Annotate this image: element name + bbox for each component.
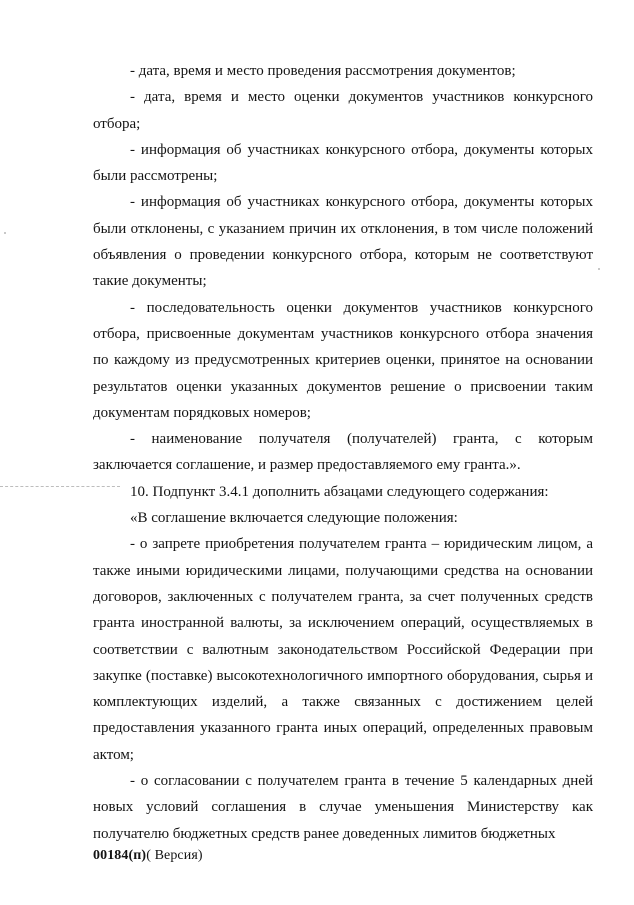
paragraph-grant-recipient: - наименование получателя (получателей) гранта, с которым заключается соглашение, и размер предоставляемого ему гранта.». (93, 431, 593, 474)
footer-document-code: 00184(п) (93, 848, 147, 863)
paragraph-reviewed-participants: - информация об участниках конкурсного отбора, документы которых были рассмотрены; (93, 141, 593, 185)
paragraph-currency-prohibition: - о запрете приобретения получателем гранта – юридическим лицом, а также иными юридическими лицами, получающими средства на основании договоров, заключенных с получателем гранта, за счет полученных средств гранта иностранной валюты, за исключением операций, осуществляемых в соответствии с валютным законодательством Российской Федерации при закупке (поставке) высокотехнологичного импортного оборудования, сырья и комплектующих изделий, а также связанных с достижением целей предоставления указанного гранта иных операций, определенных правовым актом; (93, 536, 593, 763)
paragraph-subclause-amendment: 10. Подпункт 3.4.1 дополнить абзацами следующего содержания: (130, 483, 549, 500)
paragraph-rejected-participants: - информация об участниках конкурсного отбора, документы которых были отклонены, с указанием причин их отклонения, в том числе положений объявления о проведении конкурсного отбора, которым не соответствуют такие документы; (93, 194, 593, 290)
paragraph-evaluation-sequence: - последовательность оценки документов участников конкурсного отбора, присвоенные документам участников конкурсного отбора значения по каждому из предусмотренных критериев оценки, принятое на основании результатов оценки указанных документов решение о присвоении таким документам порядковых номеров; (93, 299, 593, 421)
document-footer (93, 848, 203, 864)
paragraph-review-date: - дата, время и место проведения рассмотрения документов; (130, 63, 516, 79)
footer-version-label: ( Версия) (146, 848, 203, 863)
scan-artifact-dot (4, 232, 6, 234)
paragraph-agreement-provisions: «В соглашение включается следующие положения: (130, 510, 458, 527)
scan-artifact-dot (598, 268, 600, 270)
paragraph-agreement-approval: - о согласовании с получателем гранта в течение 5 календарных дней новых условий соглашения в случае уменьшения Министерству как получателю бюджетных средств ранее доведенных лимитов бюджетных (93, 773, 593, 842)
paragraph-evaluation-date: - дата, время и место оценки документов участников конкурсного отбора; (93, 89, 593, 132)
document-body (93, 58, 593, 847)
